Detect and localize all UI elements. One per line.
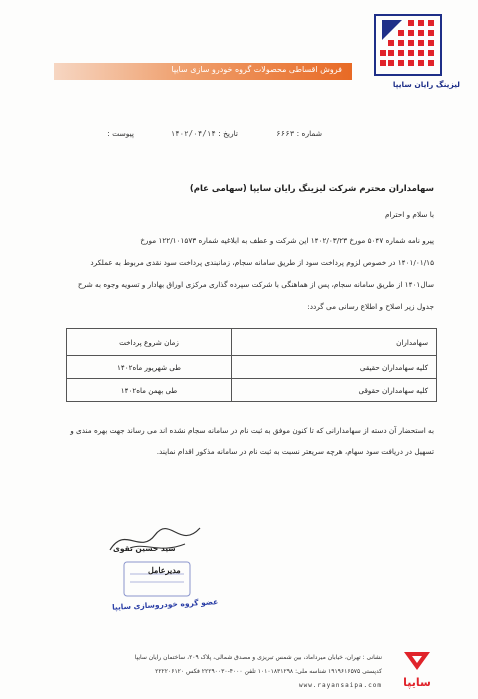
signer-name: سید حسین تقوی bbox=[113, 544, 176, 553]
closing-line-1: به استحضار آن دسته از سهامدارانی که تا کنون موفق به ثبت نام در سامانه سجام نشده اند می رساند جهت بهره مندی و bbox=[70, 426, 434, 435]
letter-date: تاریخ : ۱۴۰۲/۰۴/۱۴ bbox=[170, 129, 238, 138]
table-cell: طی بهمن ماه۱۴۰۲ bbox=[67, 379, 232, 402]
body-line-3: سال۱۴۰۱ از طریق سامانه سجام، پس از هماهنگی با شرکت سپرده گذاری مرکزی اوراق بهادار و تسویه وجوه به شرح bbox=[77, 280, 434, 289]
footer-ids: کدپستی ۱۹۱۹۶۱۶۵۷۵ شناسه ملی: ۱۰۱۰۱۸۳۱۲۹۸ تلفن ۴۰۰۰-۲۲۲۹۰۰۳۰ فکس ۲۲۲۲۰۶۱۲۰ bbox=[155, 668, 382, 675]
closing-line-2: تسهیل در دریافت سود سهام، هرچه سریعتر نسبت به ثبت نام در سامانه مذکور اقدام نمایند. bbox=[156, 447, 434, 456]
table-cell: کلیه سهامداران حقوقی bbox=[232, 379, 437, 402]
payment-schedule-table bbox=[66, 328, 437, 402]
footer-brand: سایپا bbox=[403, 676, 431, 689]
footer-website: www.rayansaipa.com bbox=[298, 682, 382, 689]
rayan-saipa-logo-icon bbox=[374, 14, 442, 76]
letter-heading: سهامداران محترم شرکت لیزینگ رایان سایپا (سهامی عام) bbox=[189, 184, 434, 194]
footer-address: نشانی : تهران، خیابان میرداماد، بین شمس تبریزی و مصدق شمالی، پلاک ۲۰۹، ساختمان رایان سایپا bbox=[134, 654, 382, 661]
table-header-shareholders: سهامداران bbox=[232, 329, 437, 356]
signature-icon bbox=[100, 520, 210, 560]
letter-attachment: پیوست : bbox=[107, 129, 134, 138]
company-name: لیزینگ رایان سایپا bbox=[392, 80, 460, 89]
body-line-4: جدول زیر اصلاح و اطلاع رسانی می گردد: bbox=[307, 302, 434, 311]
signer-title: مدیرعامل bbox=[148, 565, 181, 575]
body-line-1: پیرو نامه شماره ۵۰۴۷ مورخ ۱۴۰۲/۰۳/۲۳ این شرکت و عطف به ابلاغیه شماره ۱۲۲/۱۰۱۵۷۳ مورخ bbox=[140, 236, 434, 245]
header-banner bbox=[54, 63, 352, 80]
table-row bbox=[67, 379, 437, 402]
table-header-payment-start: زمان شروع پرداخت bbox=[67, 329, 232, 356]
stamp-text: عضو گروه خودروسازی سایپا bbox=[111, 597, 219, 612]
table-cell: کلیه سهامداران حقیقی bbox=[232, 356, 437, 379]
greeting: با سلام و احترام bbox=[384, 210, 434, 219]
letter-number: شماره : ۶۶۶۳ bbox=[276, 129, 322, 138]
banner-text: فروش اقساطی محصولات گروه خودرو سازی سایپا bbox=[171, 65, 342, 74]
table-cell: طی شهریور ماه۱۴۰۲ bbox=[67, 356, 232, 379]
body-line-2: ۱۴۰۱/۰۱/۱۵ در خصوص لزوم پرداخت سود از طریق سامانه سجام، زمانبندی پرداخت سود نقدی مربوط به عملکرد bbox=[90, 258, 434, 267]
table-header-row bbox=[67, 329, 437, 356]
table-row bbox=[67, 356, 437, 379]
